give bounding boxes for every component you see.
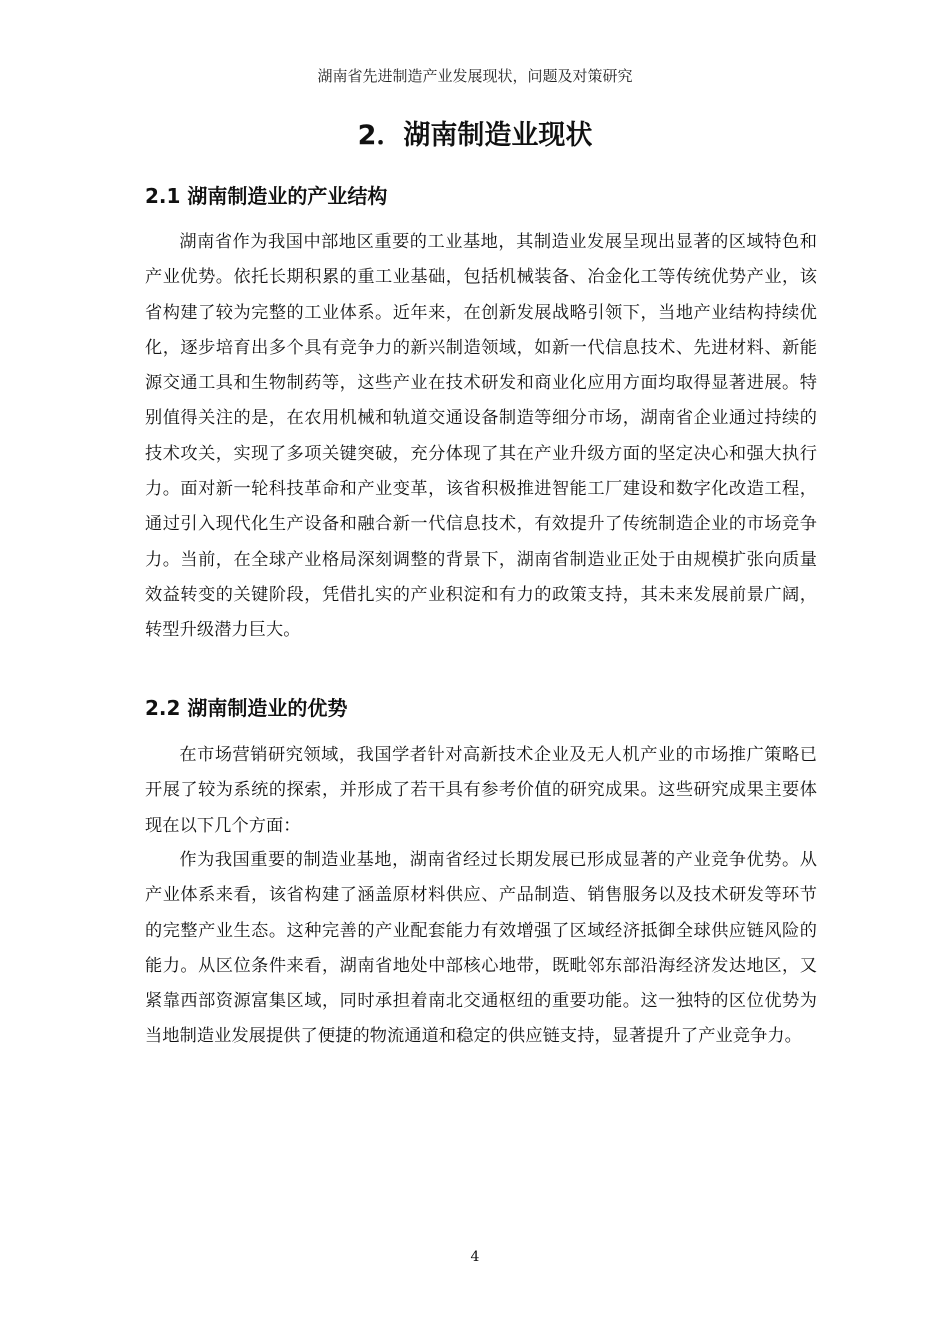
section-2-2-paragraph-intro: 在市场营销研究领域，我国学者针对高新技术企业及无人机产业的市场推广策略已开展了较为系统的探索，并形成了若干具有参考价值的研究成果。这些研究成果主要体现在以下几个方面： <box>145 745 817 836</box>
section-2-2-paragraph-advantages: 作为我国重要的制造业基地，湖南省经过长期发展已形成显著的产业竞争优势。从产业体系来看，该省构建了涵盖原材料供应、产品制造、销售服务以及技术研发等环节的完整产业生态。这种完善的产业配套能力有效增强了区域经济抵御全球供应链风险的能力。从区位条件来看，湖南省地处中部核心地带，既毗邻东部沿海经济发达地区，又紧靠西部资源富集区域，同时承担着南北交通枢纽的重要功能。这一独特的区位优势为当地制造业发展提供了便捷的物流通道和稳定的供应链支持，显著提升了产业竞争力。 <box>145 850 817 1047</box>
chapter-title: 2．湖南制造业现状 <box>357 120 593 151</box>
running-header: 湖南省先进制造产业发展现状，问题及对策研究 <box>317 67 633 85</box>
section-2-1-paragraph: 湖南省作为我国中部地区重要的工业基地，其制造业发展呈现出显著的区域特色和产业优势。依托长期积累的重工业基础，包括机械装备、冶金化工等传统优势产业，该省构建了较为完整的工业体系。近年来，在创新发展战略引领下，当地产业结构持续优化，逐步培育出多个具有竞争力的新兴制造领域，如新一代信息技术、先进材料、新能源交通工具和生物制药等，这些产业在技术研发和商业化应用方面均取得显著进展。特别值得关注的是，在农用机械和轨道交通设备制造等细分市场，湖南省企业通过持续的技术攻关，实现了多项关键突破，充分体现了其在产业升级方面的坚定决心和强大执行力。面对新一轮科技革命和产业变革，该省积极推进智能工厂建设和数字化改造工程，通过引入现代化生产设备和融合新一代信息技术，有效提升了传统制造企业的市场竞争力。当前，在全球产业格局深刻调整的背景下，湖南省制造业正处于由规模扩张向质量效益转变的关键阶段，凭借扎实的产业积淀和有力的政策支持，其未来发展前景广阔，转型升级潜力巨大。 <box>145 232 817 641</box>
section-title-2-1: 2.1 湖南制造业的产业结构 <box>145 184 388 208</box>
section-title-2-2: 2.2 湖南制造业的优势 <box>145 696 348 720</box>
page-number: 4 <box>470 1249 480 1265</box>
